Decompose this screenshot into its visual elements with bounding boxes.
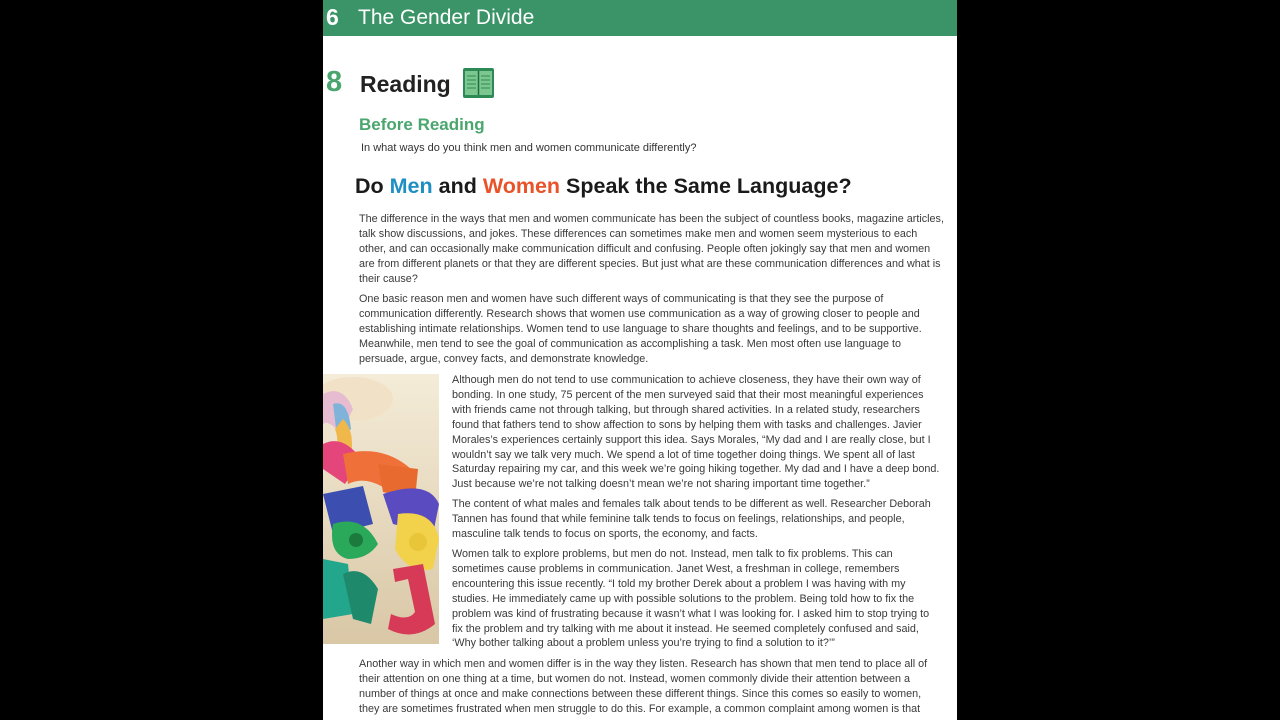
article-paragraph: One basic reason men and women have such different ways of communicating is that they see the purpose of communication differently. Research shows that women use communication as a way of growing closer to people and establishing intimate relationships. Women tend to use language to share thoughts and feelings, and to be supportive. Meanwhile, men tend to see the goal of communication as accomplishing a task. Men most often use language to persuade, argue, convey facts, and demonstrate knowledge. bbox=[359, 293, 922, 365]
article-paragraph: Women talk to explore problems, but men do not. Instead, men talk to fix problems. This can sometimes cause problems in communication. Janet West, a freshman in college, remembers encountering this issue recently. “I told my brother Derek about a problem I was having with my studies. He immediately came up with possible solutions to the problem. Being told how to fix the problem was kind of frustrating because it wasn’t what I was looking for. I asked him to stop trying to fix the problem and try talking with me about it instead. He seemed completely confused and said, ‘Why bother talking about a problem unless you’re trying to find a solution to it?’” bbox=[452, 548, 930, 650]
article-paragraph: Although men do not tend to use communication to achieve closeness, they have their own way of bonding. In one study, 75 percent of the men surveyed said that their most meaningful experiences with friends came not through talking, but through shared activities. In a related study, researchers found that fathers tend to show affection to sons by helping them with tasks and challenges. Javier Morales’s experiences certainly support this idea. Says Morales, “My dad and I are really close, but I wouldn’t say we talk very much. We spend a lot of time together doing things. We spent all of last Saturday repairing my car, and this week we’re going hiking together. My dad and I have a deep bond. Just because we’re not talking doesn’t mean we’re not sharing important time together.” bbox=[452, 374, 940, 491]
section-title: Reading bbox=[360, 71, 451, 97]
title-part: Do bbox=[355, 174, 390, 198]
article-title bbox=[355, 174, 852, 199]
open-book-icon bbox=[463, 68, 494, 98]
alphabet-letters-photo bbox=[323, 374, 439, 644]
title-part: and bbox=[432, 174, 483, 198]
section-number: 8 bbox=[326, 66, 343, 98]
prereading-question: In what ways do you think men and women communicate differently? bbox=[361, 142, 697, 154]
article-paragraph: The difference in the ways that men and women communicate has been the subject of countless books, magazine articles, talk show discussions, and jokes. These differences can sometimes make men and women seem mysterious to each other, and can occasionally make communication difficult and confusing. People often jokingly say that men and women are from different planets or that they are different species. But just what are these communication differences and what is their cause? bbox=[359, 213, 944, 285]
title-part: Speak the Same Language? bbox=[560, 174, 852, 198]
textbook-page bbox=[323, 0, 957, 720]
article-paragraph: Another way in which men and women differ is in the way they listen. Research has shown that men tend to place all of their attention on one thing at a time, but women do not. Instead, women commonly divide their attention between a number of things at once and make connections between these different things. Since this comes so easily to women, they are sometimes frustrated when men struggle to do this. For example, a common complaint among women is that bbox=[359, 658, 928, 715]
before-reading-heading: Before Reading bbox=[359, 115, 485, 134]
title-men: Men bbox=[389, 174, 433, 198]
chapter-banner bbox=[323, 0, 957, 36]
article-paragraph: The content of what males and females talk about tends to be different as well. Researcher Deborah Tannen has found that while feminine talk tends to focus on feelings, relationships, and people, masculine talk tends to focus on sports, the economy, and facts. bbox=[452, 498, 931, 540]
chapter-number: 6 bbox=[326, 4, 339, 30]
chapter-title: The Gender Divide bbox=[358, 6, 535, 29]
title-women: Women bbox=[482, 174, 561, 198]
